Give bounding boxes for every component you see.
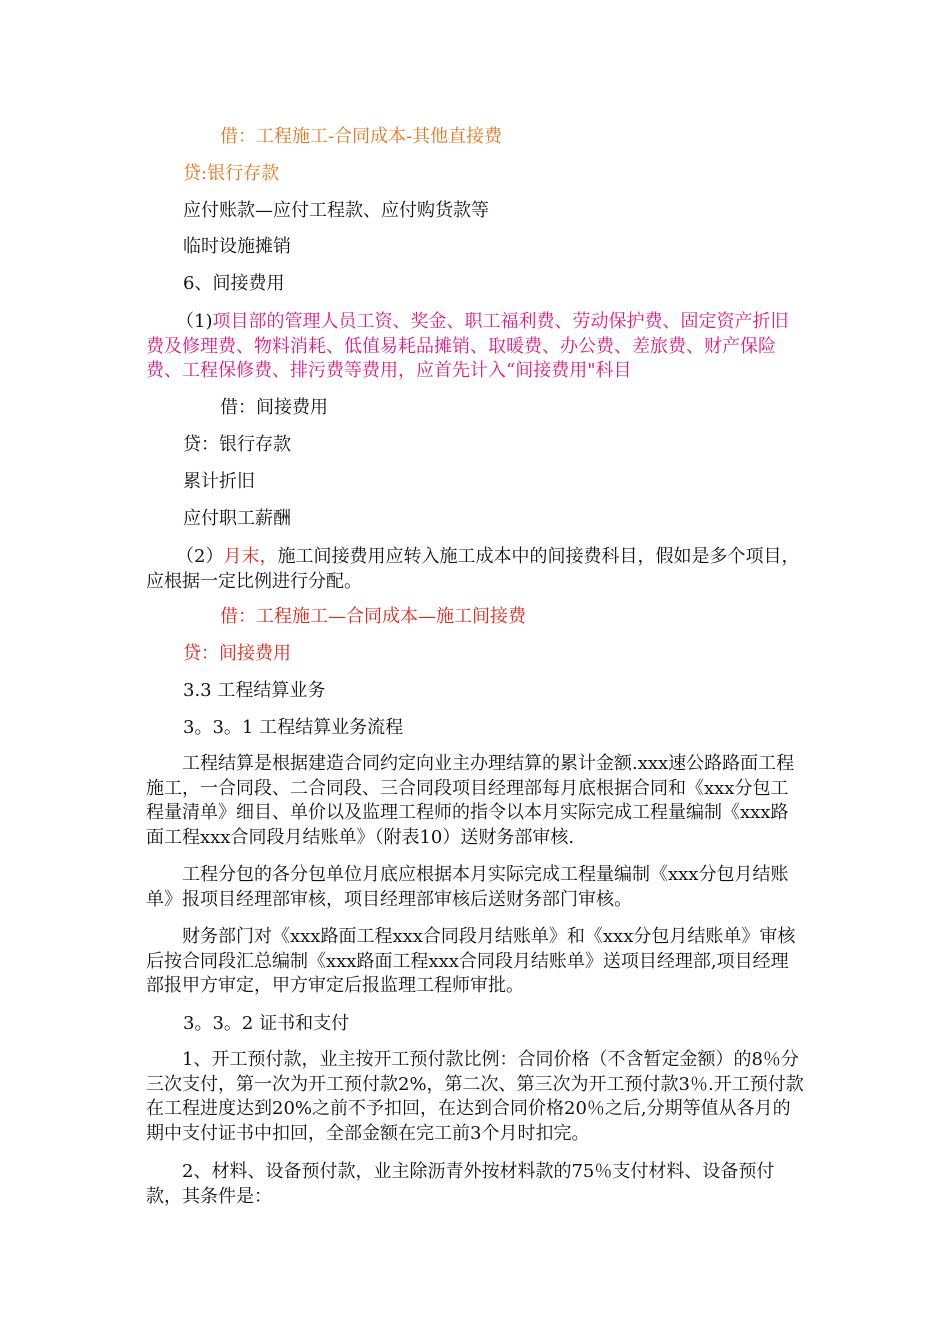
paragraph-indirect-cost-items — [146, 310, 806, 384]
entry-debit-construction-indirect — [220, 607, 526, 627]
paragraph-settlement-definition: 工程结算是根据建造合同约定向业主办理结算的累计金额.xxx速公路路面工程施工，一合同段、二合同段、三合同段项目经理部每月底根据合同和《xxx分包工程量清单》细目、单价以及监理工程师的指令以本月实际完成工程量编制《xxx路面工程xxx合同段月结账单》（附表10）送财务部审核. — [146, 753, 795, 848]
paragraph-text: 施工间接费用应转入施工成本中的间接费科目，假如是多个项目，应根据一定比例进行分配。 — [146, 546, 800, 592]
entry-debit-indirect-costs: 借：间接费用 — [220, 397, 328, 418]
paragraph-finance-review: 财务部门对《xxx路面工程xxx合同段月结账单》和《xxx分包月结账单》审核后按合同段汇总编制《xxx路面工程xxx合同段月结账单》送项目经理部,项目经理部报甲方审定，甲方审定后报监理工程师审批。 — [146, 926, 796, 996]
heading-settlement-business: 3.3 工程结算业务 — [183, 680, 326, 701]
entry-credit-bank: 贷：银行存款 — [183, 434, 291, 455]
section-indirect-costs: 6、间接费用 — [183, 273, 285, 294]
entry-accounts-payable: 应付账款—应付工程款、应付购货款等 — [183, 200, 489, 221]
paragraph-subcontract-settlement: 工程分包的各分包单位月底应根据本月实际完成工程量编制《xxx分包月结账单》报项目经理部审核，项目经理部审核后送财务部门审核。 — [146, 864, 789, 910]
highlight-red: 月末， — [223, 546, 278, 567]
debit-label: 借： — [220, 606, 256, 627]
entry-credit-bank-deposit: 贷:银行存款 — [183, 163, 280, 184]
debit-account: 工程施工—合同成本—施工间接费 — [256, 606, 526, 627]
entry-temporary-facilities: 临时设施摊销 — [183, 236, 291, 257]
paragraph-number: （1) — [176, 311, 213, 332]
entry-depreciation: 累计折旧 — [183, 471, 255, 492]
paragraph-month-end-transfer — [146, 545, 806, 594]
paragraph-number: （2） — [176, 546, 224, 567]
heading-certificates-payment: 3。3。2 证书和支付 — [183, 1013, 350, 1034]
entry-credit-indirect-costs: 贷：间接费用 — [183, 643, 291, 664]
paragraph-advance-payment: 1、开工预付款，业主按开工预付款比例：合同价格（不含暂定金额）的8％分三次支付，第一次为开工预付款2%，第二次、第三次为开工预付款3％.开工预付款在工程进度达到20%之前不予扣回，在达到合同价格20％之后,分期等值从各月的期中支付证书中扣回，全部金额在完工前3个月时扣完。 — [146, 1049, 804, 1144]
paragraph-material-advance: 2、材料、设备预付款，业主除沥青外按材料款的75％支付材料、设备预付款，其条件是： — [146, 1161, 775, 1207]
entry-debit-other-direct-cost: 借：工程施工-合同成本-其他直接费 — [220, 126, 503, 147]
highlight-magenta: 项目部的管理人员工资、奖金、职工福利费、劳动保护费、固定资产折旧费及修理费、物料消耗、低值易耗品摊销、取暖费、办公费、差旅费、财产保险费、工程保修费、排污费等费用，应首先计入“间接费用"科目 — [146, 311, 789, 381]
entry-payroll-payable: 应付职工薪酬 — [183, 508, 291, 529]
heading-settlement-process: 3。3。1 工程结算业务流程 — [183, 717, 404, 738]
